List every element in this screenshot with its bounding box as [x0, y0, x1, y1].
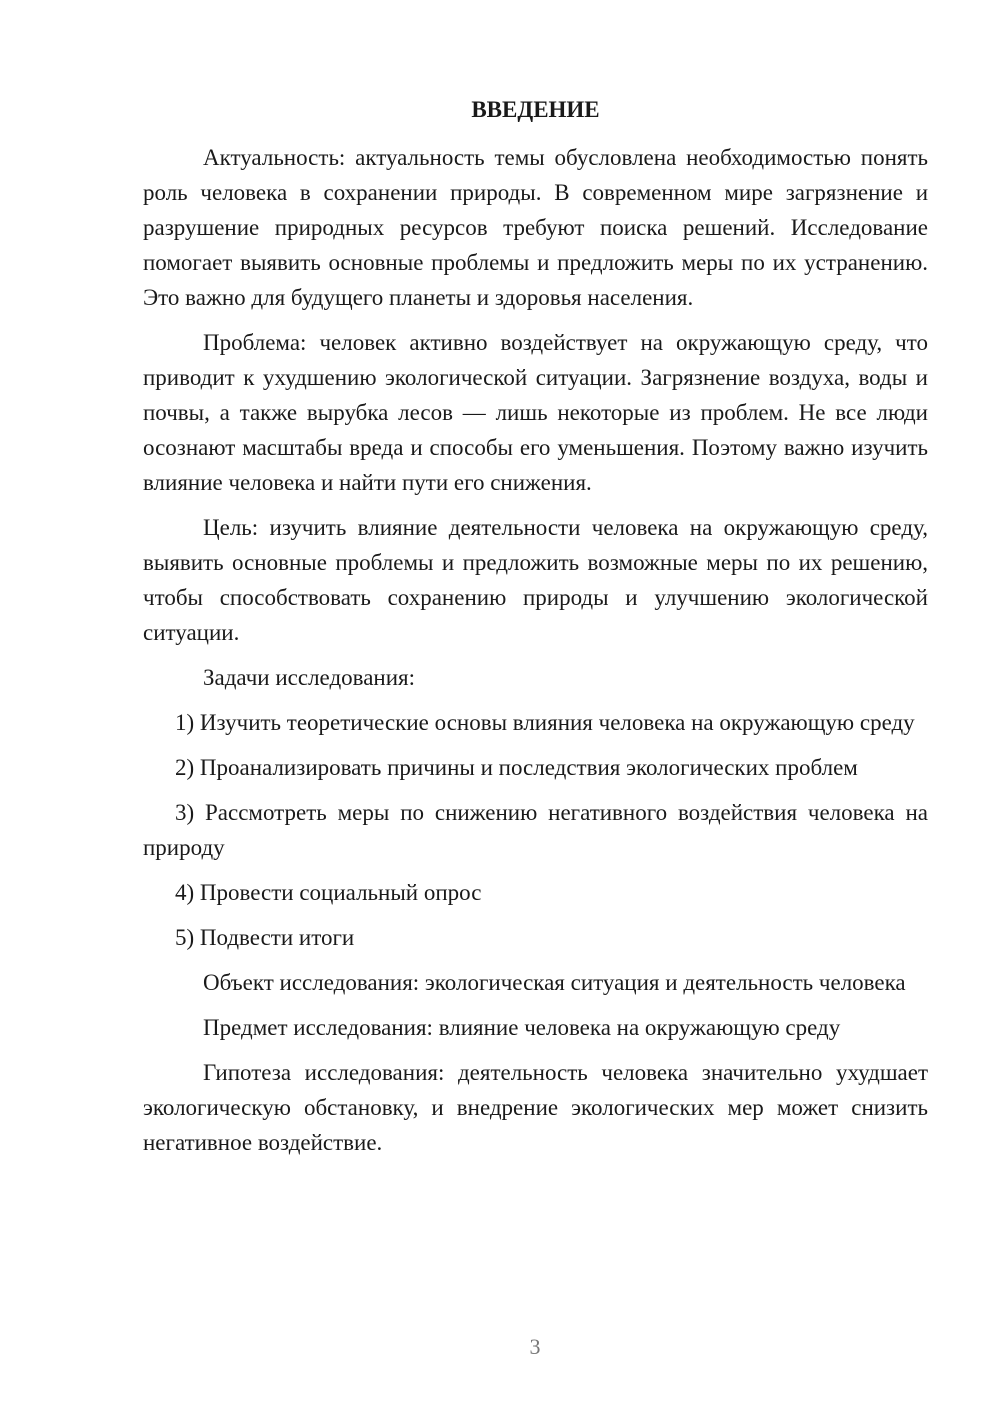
- section-heading: ВВЕДЕНИЕ: [471, 97, 600, 122]
- task-item-1: 1) Изучить теоретические основы влияния человека на окружающую среду: [175, 710, 915, 735]
- task-item-5: 5) Подвести итоги: [175, 925, 355, 950]
- goal-paragraph: Цель: изучить влияние деятельности человека на окружающую среду, выявить основные проблемы и предложить возможные меры по их решению, чтобы способствовать сохранению природы и улучшению экологической ситуации.: [143, 515, 928, 645]
- page-number: 3: [529, 1334, 541, 1359]
- tasks-intro: Задачи исследования:: [203, 665, 416, 690]
- subject-paragraph: Предмет исследования: влияние человека на окружающую среду: [203, 1015, 841, 1040]
- document-page: [143, 92, 928, 1170]
- hypothesis-paragraph: Гипотеза исследования: деятельность человека значительно ухудшает экологическую обстановку, и внедрение экологических мер может снизить негативное воздействие.: [143, 1060, 928, 1155]
- object-paragraph: Объект исследования: экологическая ситуация и деятельность человека: [203, 970, 906, 995]
- task-item-2: 2) Проанализировать причины и последствия экологических проблем: [175, 755, 858, 780]
- task-item-3: 3) Рассмотреть меры по снижению негативного воздействия человека на природу: [143, 800, 928, 860]
- relevance-paragraph: Актуальность: актуальность темы обусловлена необходимостью понять роль человека в сохранении природы. В современном мире загрязнение и разрушение природных ресурсов требуют поиска решений. Исследование помогает выявить основные проблемы и предложить меры по их устранению. Это важно для будущего планеты и здоровья населения.: [143, 145, 928, 310]
- task-item-4: 4) Провести социальный опрос: [175, 880, 482, 905]
- problem-paragraph: Проблема: человек активно воздействует на окружающую среду, что приводит к ухудшению экологической ситуации. Загрязнение воздуха, воды и почвы, а также вырубка лесов — лишь некоторые из проблем. Не все люди осознают масштабы вреда и способы его уменьшения. Поэтому важно изучить влияние человека и найти пути его снижения.: [143, 330, 928, 495]
